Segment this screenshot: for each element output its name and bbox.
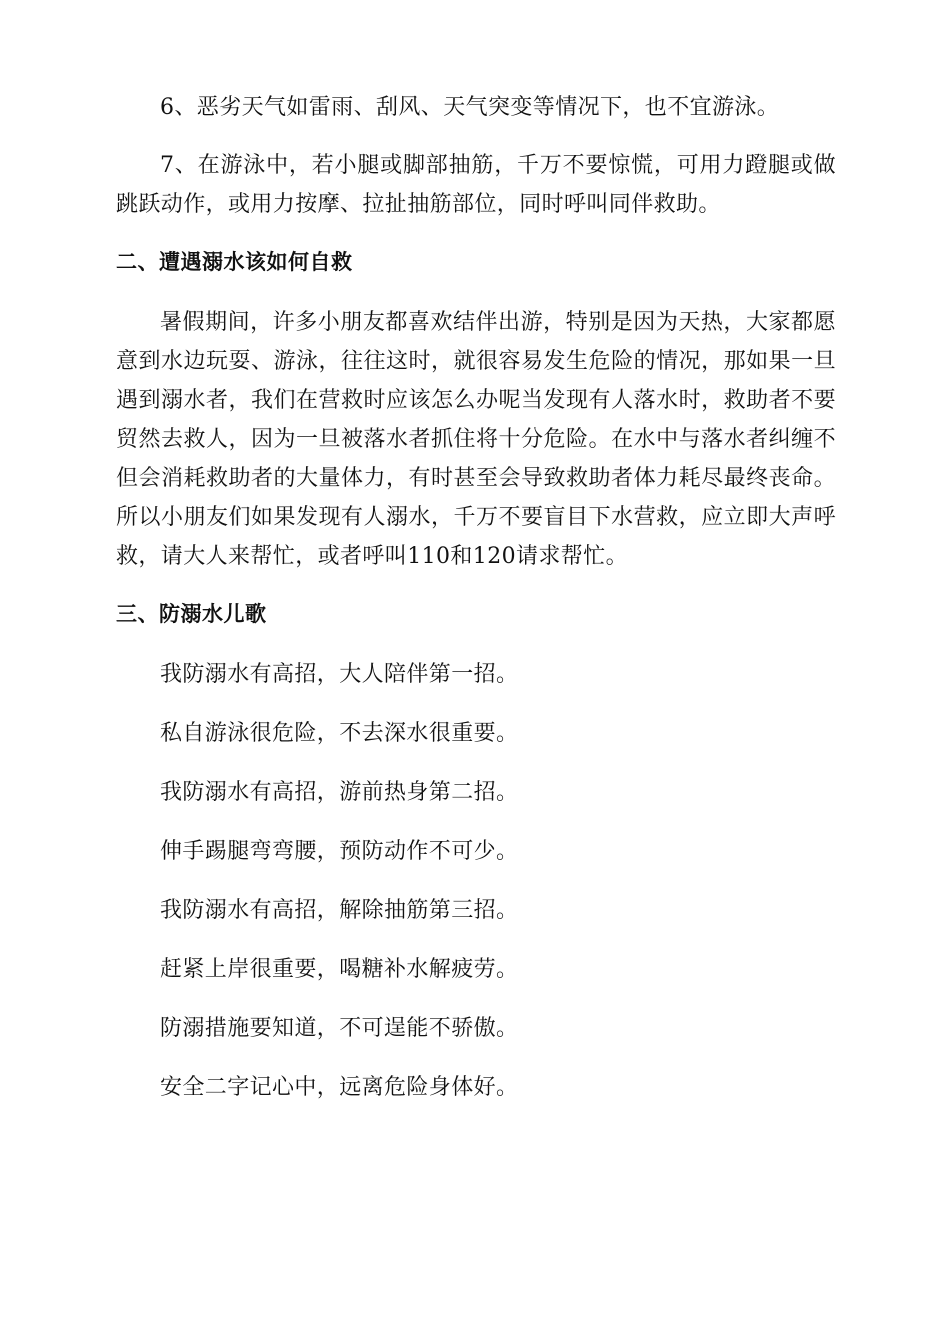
section-heading-self-rescue: 二、遭遇溺水该如何自救 xyxy=(116,250,353,274)
rhyme-line: 安全二字记心中，远离危险身体好。 xyxy=(160,1075,519,1100)
rhyme-line: 私自游泳很危险，不去深水很重要。 xyxy=(160,721,519,746)
section-body-self-rescue: 暑假期间，许多小朋友都喜欢结伴出游，特别是因为天热，大家都愿意到水边玩耍、游泳，往往这时，就很容易发生危险的情况，那如果一旦遇到溺水者，我们在营救时应该怎么办呢当发现有人落水时，救助者不要贸然去救人，因为一旦被落水者抓住将十分危险。在水中与落水者纠缠不但会消耗救助者的大量体力，有时甚至会导致救助者体力耗尽最终丧命。所以小朋友们如果发现有人溺水，千万不要盲目下水营救，应立即大声呼救，请大人来帮忙，或者呼叫110和120请求帮忙。 xyxy=(116,310,836,569)
rhyme-line: 赶紧上岸很重要，喝糖补水解疲劳。 xyxy=(160,957,519,982)
rhyme-line: 防溺措施要知道，不可逞能不骄傲。 xyxy=(160,1016,519,1041)
list-item-7: 7、在游泳中，若小腿或脚部抽筋，千万不要惊慌，可用力蹬腿或做跳跃动作，或用力按摩、拉扯抽筋部位，同时呼叫同伴救助。 xyxy=(116,153,836,217)
rhyme-line: 我防溺水有高招，游前热身第二招。 xyxy=(160,780,519,805)
rhyme-line: 我防溺水有高招，大人陪伴第一招。 xyxy=(160,662,519,687)
rhyme-line: 伸手踢腿弯弯腰，预防动作不可少。 xyxy=(160,839,519,864)
section-heading-nursery-rhyme: 三、防溺水儿歌 xyxy=(116,602,267,626)
rhyme-line: 我防溺水有高招，解除抽筋第三招。 xyxy=(160,898,519,923)
list-item-6: 6、恶劣天气如雷雨、刮风、天气突变等情况下，也不宜游泳。 xyxy=(160,95,780,120)
document-page xyxy=(116,88,836,1127)
nursery-rhyme xyxy=(116,655,836,1107)
